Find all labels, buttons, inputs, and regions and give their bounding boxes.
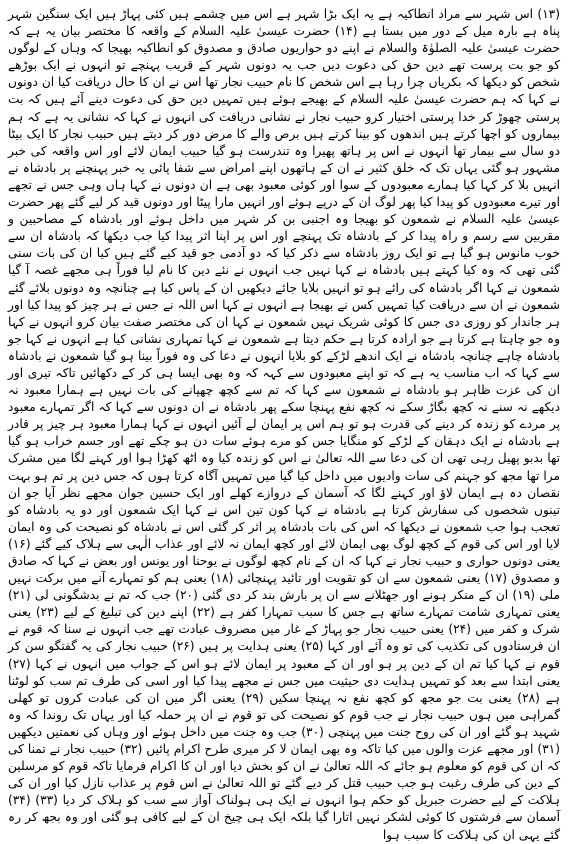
document-page: [8, 6, 560, 842]
commentary-paragraph: (۱۳) اس شہر سے مراد انطاکیہ ہے یہ ایک بڑا شہر ہے اس میں چشمے ہیں کئی پہاڑ ہیں ایک سنگین شہر پناہ ہے بارہ میل کے دور میں بستا ہے (۱۴) حضرت عیسیٰ علیہ السلام کے واقعہ کا مختصر بیان یہ ہے کہ حضرت عیسیٰ علیہ الصلوٰۃ والسلام نے اپنے دو حواریوں صادق و مصدوق کو انطاکیہ بھیجا کہ وہاں کے لوگوں کو جو بت پرست تھے دین حق کی دعوت دیں جب یہ دونوں شہر کے قریب پہنچے تو انہوں نے ایک بوڑھے شخص کو دیکھا کہ بکریاں چرا رہا ہے اس شخص کا نام حبیب نجار تھا اس نے ان کا حال دریافت کیا ان دونوں نے کہا کہ ہم حضرت عیسیٰ علیہ السلام کے بھیجے ہوئے ہیں تمہیں دین حق کی دعوت دینے آئے ہیں کہ بت پرستی چھوڑ کر خدا پرستی اختیار کرو حبیب نجار نے نشانی دریافت کی انہوں نے کہا کہ نشانی یہ ہے کہ ہم بیماروں کو اچھا کرتے ہیں اندھوں کو بینا کرتے ہیں برص والے کا مرض دور کر دیتے ہیں حبیب نجار کا ایک بیٹا دو سال سے بیمار تھا انہوں نے اس پر ہاتھ پھیرا وہ تندرست ہو گیا حبیب ایمان لائے اور اس واقعہ کی خبر مشہور ہو گئی یہاں تک کہ خلق کثیر نے ان کے ہاتھوں اپنے امراض سے شفا پائی یہ خبر پہنچنے پر بادشاہ نے انہیں بلا کر کہا کیا ہمارے معبودوں کے سوا اور کوئی معبود بھی ہے ان دونوں نے کہا ہاں وہی جس نے تجھے اور تیرے معبودوں کو پیدا کیا پھر لوگ ان کے درپے ہوئے اور انہیں مارا پیٹا اور دونوں قید کر لیے گئے پھر حضرت عیسیٰ علیہ السلام نے شمعون کو بھیجا وہ اجنبی بن کر شہر میں داخل ہوئے اور بادشاہ کے مصاحبین و مقربین سے رسم و راہ پیدا کر کے بادشاہ تک پہنچے اور اس پر اپنا اثر پیدا کیا جب دیکھا کہ بادشاہ ان سے خوب مانوس ہو گیا ہے تو ایک روز بادشاہ سے ذکر کیا کہ دو آدمی جو قید کیے گئے ہیں کیا ان کی بات سنی گئی تھی کہ وہ کیا کہتے ہیں بادشاہ نے کہا نہیں جب انہوں نے نئے دین کا نام لیا فوراً ہی مجھے غصہ آ گیا شمعون نے کہا اگر بادشاہ کی رائے ہو تو انہیں بلایا جائے دیکھیں ان کے پاس کیا ہے چنانچہ وہ دونوں بلائے گئے شمعون نے ان سے دریافت کیا تمہیں کس نے بھیجا ہے انہوں نے کہا اس اللہ نے جس نے ہر چیز کو پیدا کیا اور ہر جاندار کو روزی دی جس کا کوئی شریک نہیں شمعون نے کہا ان کی مختصر صفت بیان کرو انہوں نے کہا وہ جو چاہتا ہے کرتا ہے جو ارادہ کرتا ہے حکم دیتا ہے شمعون نے کہا تمہاری نشانی کیا ہے انہوں نے کہا جو بادشاہ چاہے چنانچہ بادشاہ نے ایک اندھے لڑکے کو بلایا انہوں نے دعا کی وہ فوراً بینا ہو گیا شمعون نے بادشاہ سے کہا کہ اب مناسب یہ ہے کہ تو اپنے معبودوں سے کہہ کہ وہ بھی ایسا ہی کر کے دکھائیں تاکہ تیری اور ان کی عزت ظاہر ہو بادشاہ نے شمعون سے کہا کہ تم سے کچھ چھپانے کی بات نہیں ہے ہمارا معبود نہ دیکھے نہ سنے نہ کچھ بگاڑ سکے نہ کچھ نفع پہنچا سکے پھر بادشاہ نے ان دونوں سے کہا کہ اگر تمہارے معبود پر مردے کو زندہ کر دینے کی قدرت ہو تو ہم اس پر ایمان لے آئیں انہوں نے کہا ہمارا معبود ہر چیز پر قادر ہے بادشاہ نے ایک دہقان کے لڑکے کو منگایا جس کو مرے ہوئے سات دن ہو چکے تھے اور جسم خراب ہو گیا تھا بدبو پھیل رہی تھی ان کی دعا سے اللہ تعالیٰ نے اس کو زندہ کیا وہ اٹھ کھڑا ہوا اور کہنے لگا میں مشرک مرا تھا مجھ کو جہنم کی سات وادیوں میں داخل کیا گیا میں تمہیں آگاہ کرتا ہوں کہ جس دین پر تم ہو بہت نقصان دہ ہے ایمان لاؤ اور کہنے لگا کہ آسمان کے دروازے کھلے اور ایک حسین جوان مجھے نظر آیا جو ان تینوں شخصوں کی سفارش کرتا ہے بادشاہ نے کہا کون تین اس نے کہا ایک شمعون اور دو یہ بادشاہ کو تعجب ہوا جب شمعون نے دیکھا کہ اس کی بات بادشاہ پر اثر کر گئی اس نے بادشاہ کو نصیحت کی وہ ایمان لایا اور اس کی قوم کے کچھ لوگ بھی ایمان لائے اور کچھ ایمان نہ لائے اور عذاب الٰہی سے ہلاک کیے گئے (۱۶) یعنی دونوں حواری و حبیب نجار نے کہا کہ ان کے نام کچھ لوگوں نے یوحنا اور یونس اور بعض نے کہا کہ صادق و مصدوق (۱۷) یعنی شمعون سے ان کو تقویت اور تائید پہنچائی (۱۸) یعنی ہم کو تمہارے آنے میں برکت نہیں ملی (۱۹) ان کے منکر ہونے اور جھٹلانے سے ان پر بارش بند کر دی گئی (۲۰) جب کہ تم نے بدشگونی لی (۲۱) یعنی تمہاری شامت تمہارے ساتھ ہے جس کا سبب تمہارا کفر ہے (۲۲) اپنے دین کی تبلیغ کے لیے (۲۳) یعنی شرک و کفر میں (۲۴) یعنی حبیب نجار جو پہاڑ کے غار میں مصروف عبادت تھے جب انہوں نے سنا کہ قوم نے ان فرستادوں کی تکذیب کی تو وہ آئے اور کہا (۲۵) یعنی ہدایت پر ہیں (۲۶) حبیب نجار کی یہ گفتگو سن کر قوم نے کہا کیا تم ان کے دین پر ہو اور ان کے معبود پر ایمان لائے ہو اس کے جواب میں انہوں نے کہا (۲۷) یعنی ابتدا سے بعد کو تمہیں ہدایت دی حیثیت میں جس نے مجھے پیدا کیا اور اسی کی طرف تم سب کو لوٹنا ہے (۲۸) یعنی بت جو مجھ کو کچھ نفع نہ پہنچا سکیں (۲۹) یعنی اگر میں ان کی عبادت کروں تو کھلی گمراہی میں ہوں حبیب نجار نے جب قوم کو نصیحت کی تو قوم نے ان پر حملہ کیا اور یہاں تک روندا کہ وہ شہید ہو گئے اور ان کی روح جنت میں پہنچی (۳۰) جب وہ جنت میں داخل ہوئے اور وہاں کی نعمتیں دیکھیں (۳۱) اور مجھے عزت والوں میں کیا تاکہ وہ بھی ایمان لا کر میری طرح اکرام پائیں (۳۲) حبیب نجار نے تمنا کی کہ ان کی قوم کو معلوم ہو جائے کہ اللہ تعالیٰ نے ان کو بخش دیا اور ان کا اکرام فرمایا تاکہ قوم کو مرسلین کے دین کی طرف رغبت ہو جب حبیب قتل کر دیے گئے تو اللہ تعالیٰ نے اس قوم پر عذاب نازل کیا اور ان کی ہلاکت کے لیے حضرت جبریل کو حکم ہوا انہوں نے ایک ہی ہولناک آواز سے سب کو ہلاک کر دیا (۳۳) (۳۴) آسمان سے فرشتوں کا کوئی لشکر نہیں اتارا گیا بلکہ ایک ہی چیخ ان کے لیے کافی ہو گئی اور وہ بجھ کر رہ گئے یہی ان کی ہلاکت کا سبب ہوا: [8, 7, 560, 842]
